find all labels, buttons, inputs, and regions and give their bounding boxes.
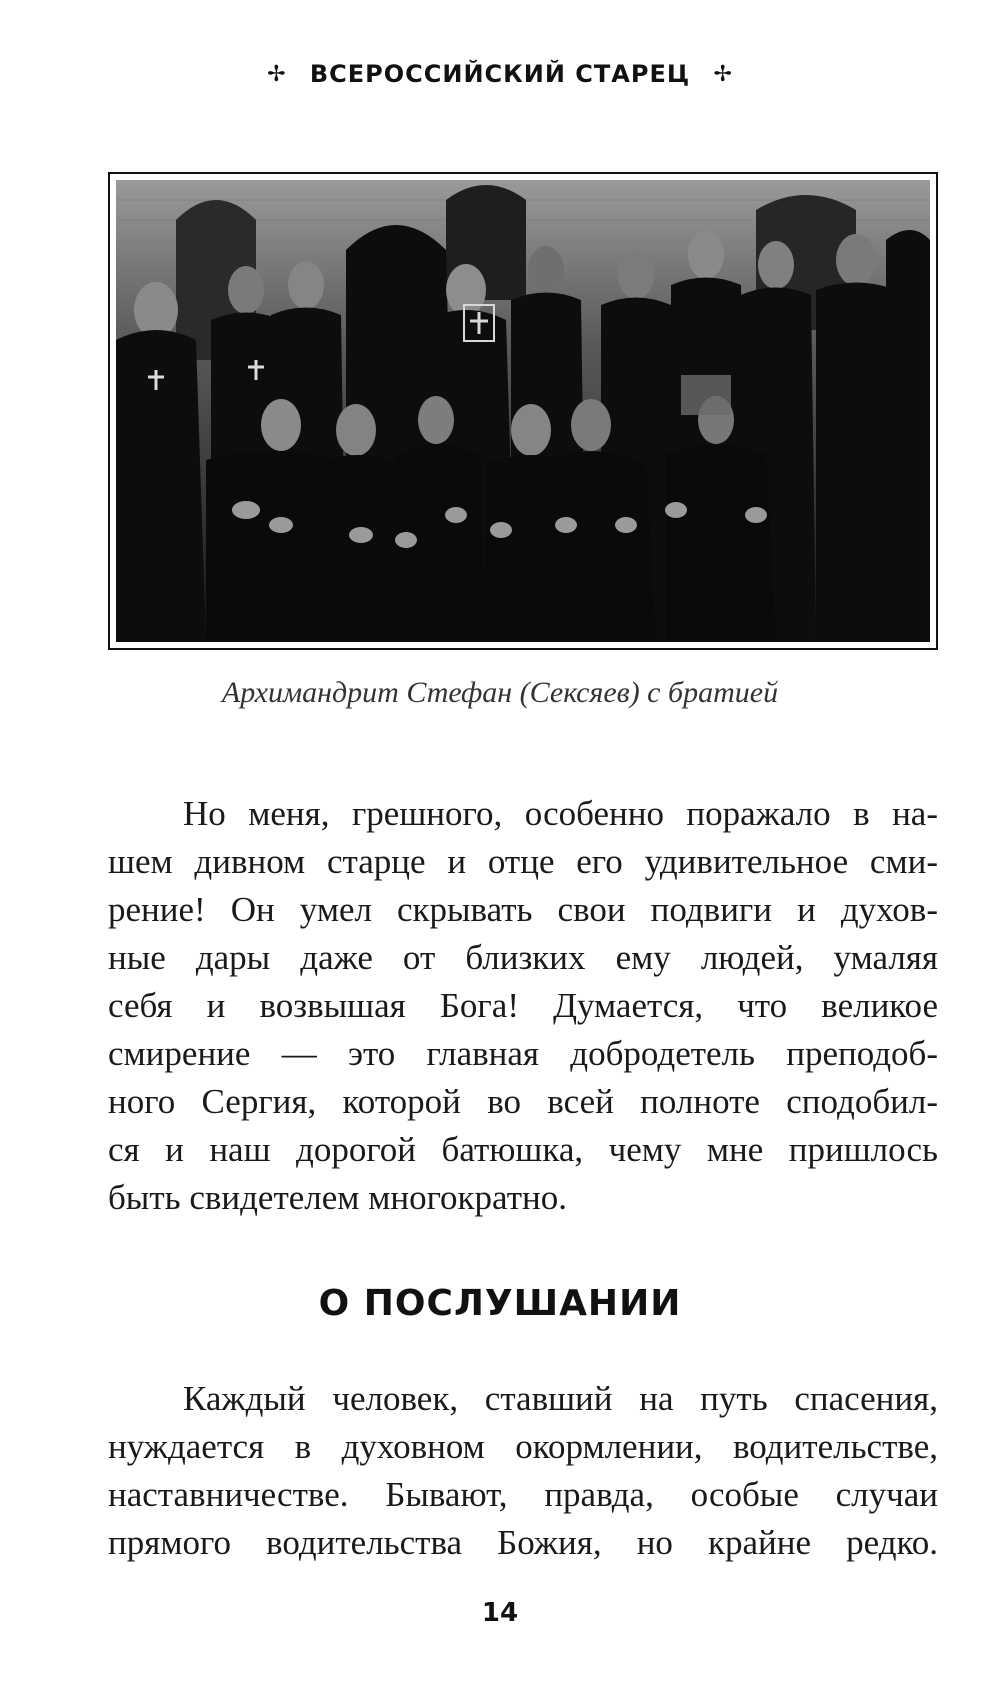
text-line: Но меня, грешного, особенно поражало в на- (183, 794, 938, 833)
text-line: прямого водительства Божия, но крайне редко. (108, 1523, 938, 1562)
text-line: ного Сергия, которой во всей полноте сподобил- (108, 1082, 938, 1121)
text-line: шем дивном старце и отце его удивительное сми- (108, 842, 938, 881)
cross-ornament-right-icon: ✢ (713, 62, 733, 87)
text-line: себя и возвышая Бога! Думается, что великое (108, 986, 938, 1025)
photo-caption: Архимандрит Стефан (Сексяев) с братией (221, 676, 779, 709)
text-line: ся и наш дорогой батюшка, чему мне пришлось (108, 1130, 938, 1169)
group-photo-frame (108, 172, 938, 650)
paragraph-humility (108, 790, 938, 1222)
text-line: Каждый человек, ставший на путь спасения, (183, 1379, 938, 1418)
paragraph-obedience (108, 1375, 938, 1567)
page-number: 14 (481, 1598, 519, 1628)
text-line: нуждается в духовном окормлении, водительстве, (108, 1427, 938, 1466)
text-line: ные дары даже от близких ему людей, умаляя (108, 938, 938, 977)
running-head (0, 60, 1000, 88)
section-heading: О ПОСЛУШАНИИ (318, 1283, 682, 1324)
text-line: быть свидетелем многократно. (108, 1178, 567, 1217)
text-line: рение! Он умел скрывать свои подвиги и духов- (108, 890, 938, 929)
group-photo (116, 180, 930, 642)
text-line: наставничестве. Бывают, правда, особые случаи (108, 1475, 938, 1514)
text-line: смирение — это главная добродетель преподоб- (108, 1034, 938, 1073)
cross-ornament-left-icon: ✢ (267, 62, 287, 87)
running-head-title: ВСЕРОССИЙСКИЙ СТАРЕЦ (309, 60, 691, 88)
